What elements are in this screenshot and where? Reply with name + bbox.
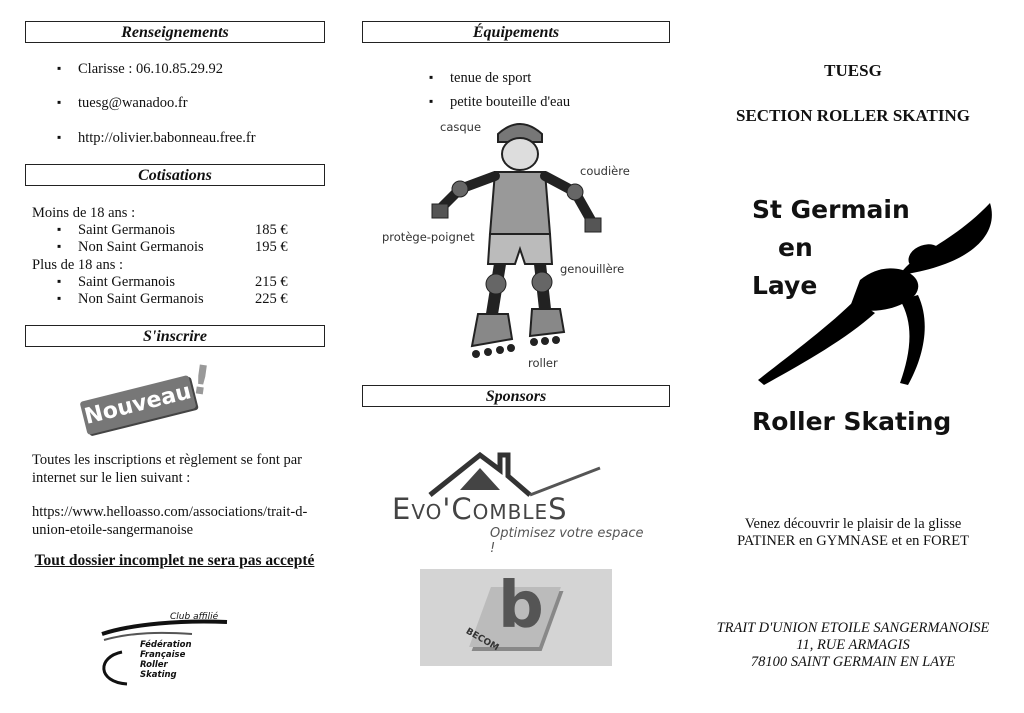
evocombles-name: Evo'CombleS bbox=[392, 492, 568, 526]
exclamation-icon: ! bbox=[188, 356, 214, 406]
ffrs-line: Skating bbox=[140, 670, 177, 680]
fee-name: ▪ Saint Germanois bbox=[78, 222, 175, 239]
evocombles-tagline: Optimisez votre espace ! bbox=[490, 526, 644, 556]
inscription-text: Toutes les inscriptions et règlement se font par internet sur le lien suivant : bbox=[32, 452, 302, 486]
fee-price: 215 € bbox=[255, 274, 288, 290]
cotisations-header: Cotisations bbox=[25, 164, 325, 186]
helloasso-link[interactable]: https://www.helloasso.com/associations/trait-d-union-etoile-sangermanoise bbox=[32, 504, 308, 538]
label-casque: casque bbox=[440, 120, 482, 134]
equipment-item: ▪ petite bouteille d'eau bbox=[450, 94, 570, 111]
becom-logo bbox=[420, 569, 612, 666]
evocombles-logo bbox=[390, 450, 645, 556]
becom-letter: b bbox=[498, 569, 544, 643]
skater-drawing-icon bbox=[380, 114, 640, 374]
club-logo bbox=[750, 195, 1010, 445]
fee-price: 195 € bbox=[255, 239, 288, 255]
promo-line: Venez découvrir le plaisir de la glisse bbox=[744, 516, 962, 532]
logo-bottom-text: Roller Skating bbox=[752, 407, 952, 436]
minors-label: Moins de 18 ans : bbox=[32, 205, 136, 221]
incomplete-warning: Tout dossier incomplet ne sera pas accepté bbox=[34, 552, 315, 569]
label-coudiere: coudière bbox=[580, 164, 630, 178]
label-roller: roller bbox=[528, 356, 558, 370]
logo-line: Laye bbox=[752, 271, 818, 300]
fee-name: ▪ Non Saint Germanois bbox=[78, 291, 204, 308]
fee-name: ▪ Saint Germanois bbox=[78, 274, 175, 291]
inscrire-header: S'inscrire bbox=[25, 325, 325, 347]
adults-label: Plus de 18 ans : bbox=[32, 257, 124, 273]
section-title: SECTION ROLLER SKATING bbox=[736, 106, 970, 125]
logo-line: en bbox=[778, 233, 813, 262]
speed-skater-icon bbox=[750, 195, 1010, 395]
logo-line: St Germain bbox=[752, 195, 910, 224]
skater-illustration bbox=[380, 114, 640, 374]
ffrs-line: Fédération bbox=[140, 640, 192, 650]
promo-line: PATINER en GYMNASE et en FORET bbox=[737, 533, 969, 549]
sponsors-header: Sponsors bbox=[362, 385, 670, 407]
ffrs-club-label: Club affilié bbox=[170, 612, 219, 622]
nouveau-badge-text: Nouveau bbox=[80, 375, 197, 435]
promo-text bbox=[703, 516, 1003, 550]
equipment-item: ▪ tenue de sport bbox=[450, 70, 531, 87]
address-block bbox=[703, 620, 1003, 671]
fee-price: 225 € bbox=[255, 291, 288, 307]
nouveau-badge bbox=[78, 358, 218, 438]
contact-phone: ▪ Clarisse : 06.10.85.29.92 bbox=[78, 61, 223, 78]
fee-price: 185 € bbox=[255, 222, 288, 238]
equipements-header: Équipements bbox=[362, 21, 670, 43]
contact-email[interactable]: ▪ tuesg@wanadoo.fr bbox=[78, 95, 188, 112]
ffrs-name bbox=[140, 640, 192, 680]
ffrs-logo bbox=[92, 612, 232, 692]
address-line: 11, RUE ARMAGIS bbox=[796, 637, 910, 653]
address-line: 78100 SAINT GERMAIN EN LAYE bbox=[750, 654, 956, 670]
label-genouillere: genouillère bbox=[560, 262, 625, 276]
ffrs-line: Française bbox=[140, 650, 186, 660]
fee-name: ▪ Non Saint Germanois bbox=[78, 239, 204, 256]
ffrs-line: Roller bbox=[140, 660, 168, 670]
club-acronym: TUESG bbox=[824, 61, 882, 80]
contact-website[interactable]: ▪ http://olivier.babonneau.free.fr bbox=[78, 130, 256, 147]
renseignements-header: Renseignements bbox=[25, 21, 325, 43]
label-protege-poignet: protège-poignet bbox=[382, 230, 475, 244]
address-line: TRAIT D'UNION ETOILE SANGERMANOISE bbox=[716, 620, 990, 636]
becom-name: BECOM bbox=[463, 626, 501, 654]
